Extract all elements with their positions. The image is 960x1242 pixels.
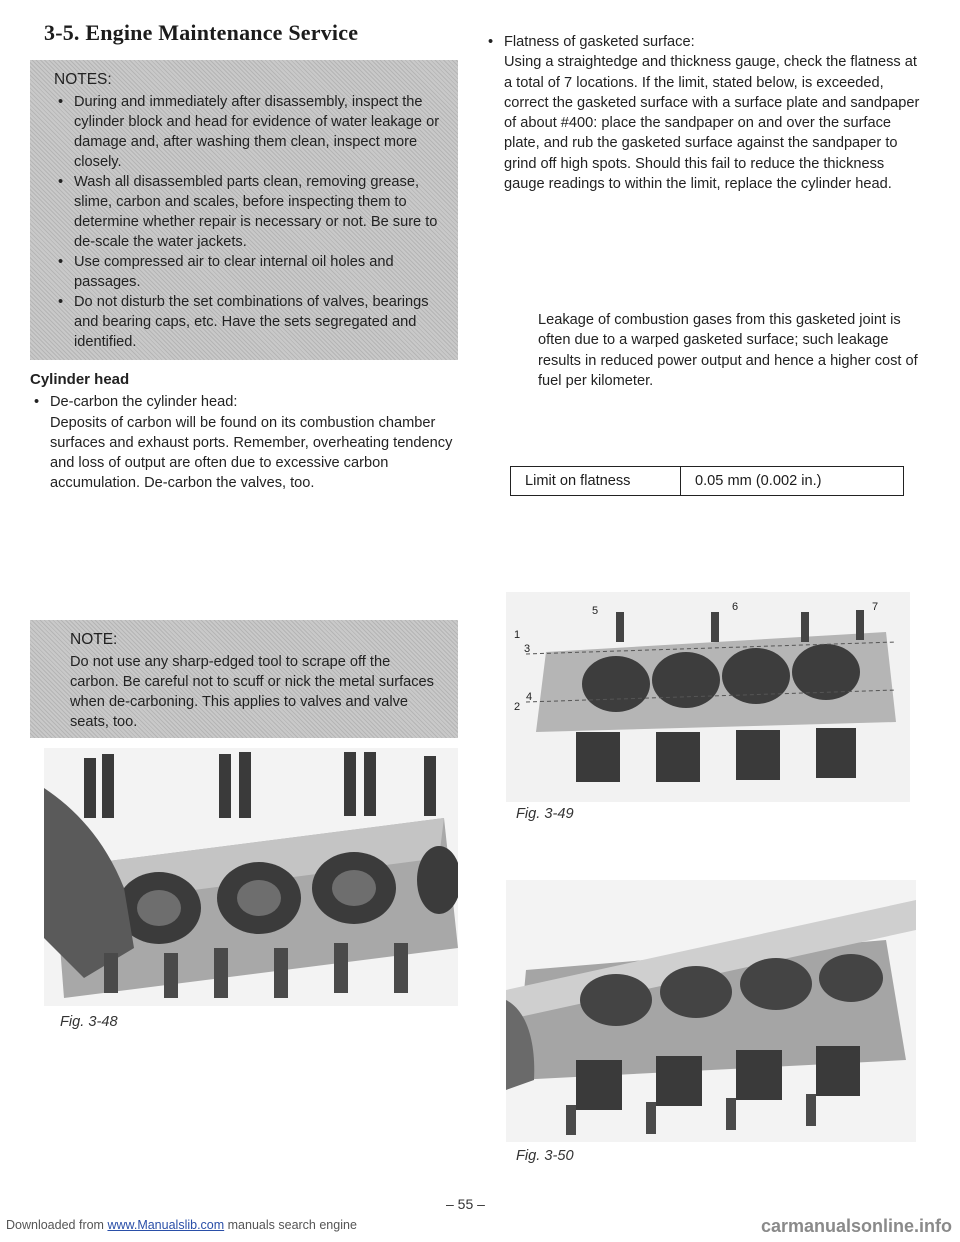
page-number: – 55 – bbox=[446, 1196, 485, 1212]
download-footer bbox=[6, 1218, 357, 1232]
fig49-label-2: 2 bbox=[514, 701, 521, 713]
footer-suffix: manuals search engine bbox=[224, 1218, 357, 1232]
fig49-label-3: 3 bbox=[524, 643, 531, 655]
cylinder-head-decarbon-image bbox=[44, 748, 458, 1006]
notes-item-1: • During and immediately after disassembly, inspect the cylinder block and head for evidence of water leakage or damage and, after washing them clean, inspect more closely. bbox=[54, 92, 440, 172]
fig49-label-1: 1 bbox=[514, 629, 521, 641]
flatness-bullet: • Flatness of gasketed surface: bbox=[484, 32, 924, 52]
notes-item-2: • Wash all disassembled parts clean, removing grease, slime, carbon and scales, before inspecting them to determine whether repair is necessary or not. Be sure to de-scale the water jackets. bbox=[54, 172, 440, 252]
flatness-locations-image bbox=[506, 592, 910, 802]
fig49-label-5: 5 bbox=[592, 605, 599, 617]
fig49-label-6: 6 bbox=[732, 601, 739, 613]
leakage-paragraph: Leakage of combustion gases from this gasketed joint is often due to a warped gasketed surface; such leakage results in reduced power output and hence a higher cost of fuel per kilometer. bbox=[538, 312, 918, 389]
limit-label: Limit on flatness bbox=[511, 467, 681, 495]
note-heading: NOTE: bbox=[70, 631, 118, 648]
fig-3-48-caption: Fig. 3-48 bbox=[60, 1014, 118, 1030]
fig-3-49-photo bbox=[506, 592, 910, 802]
flatness-section bbox=[484, 32, 924, 194]
note-box bbox=[30, 620, 458, 738]
fig49-label-4: 4 bbox=[526, 691, 533, 703]
cylinder-head-heading: Cylinder head bbox=[30, 371, 130, 388]
fig-3-49-caption: Fig. 3-49 bbox=[516, 806, 574, 822]
notes-item-3: • Use compressed air to clear internal oil holes and passages. bbox=[54, 252, 440, 292]
decarbon-body: Deposits of carbon will be found on its combustion chamber surfaces and exhaust ports. Remember, overheating tendency and loss of output are often due to excessive carbon accumulation. De-carbon the valves, too. bbox=[50, 414, 453, 492]
fig-3-50-caption: Fig. 3-50 bbox=[516, 1148, 574, 1164]
flatness-body: Using a straightedge and thickness gauge, check the flatness at a total of 7 locations. If the limit, stated below, is exceeded, correct the gasketed surface with a surface plate and sandpaper of about #400: place the sandpaper on and over the surface plate, and rub the gasketed surface against the sandpaper to grind off high spots. Should this fail to reduce the thickness gauge readings to within the limit, replace the cylinder head. bbox=[504, 54, 920, 193]
notes-heading: NOTES: bbox=[54, 71, 112, 88]
manualslib-link[interactable]: www.Manualslib.com bbox=[107, 1218, 225, 1232]
straightedge-check-image bbox=[506, 880, 916, 1142]
notes-item-4: • Do not disturb the set combinations of valves, bearings and bearing caps, etc. Have the sets segregated and identified. bbox=[54, 292, 440, 352]
fig-3-48-photo bbox=[44, 748, 458, 1006]
limit-value: 0.05 mm (0.002 in.) bbox=[695, 473, 822, 489]
limit-table bbox=[510, 466, 904, 496]
note-body: Do not use any sharp-edged tool to scrape off the carbon. Be careful not to scuff or nick the metal surfaces when de-carboning. This applies to valves and valve seats, too. bbox=[70, 654, 434, 730]
fig49-label-7: 7 bbox=[872, 601, 879, 613]
section-title: 3-5. Engine Maintenance Service bbox=[44, 20, 359, 45]
decarbon-bullet: • De-carbon the cylinder head: bbox=[30, 392, 460, 412]
cylinder-head-section bbox=[30, 370, 460, 494]
watermark: carmanualsonline.info bbox=[760, 1216, 952, 1236]
fig-3-50-photo bbox=[506, 880, 916, 1142]
notes-box bbox=[30, 60, 458, 360]
footer-prefix: Downloaded from bbox=[6, 1218, 108, 1232]
